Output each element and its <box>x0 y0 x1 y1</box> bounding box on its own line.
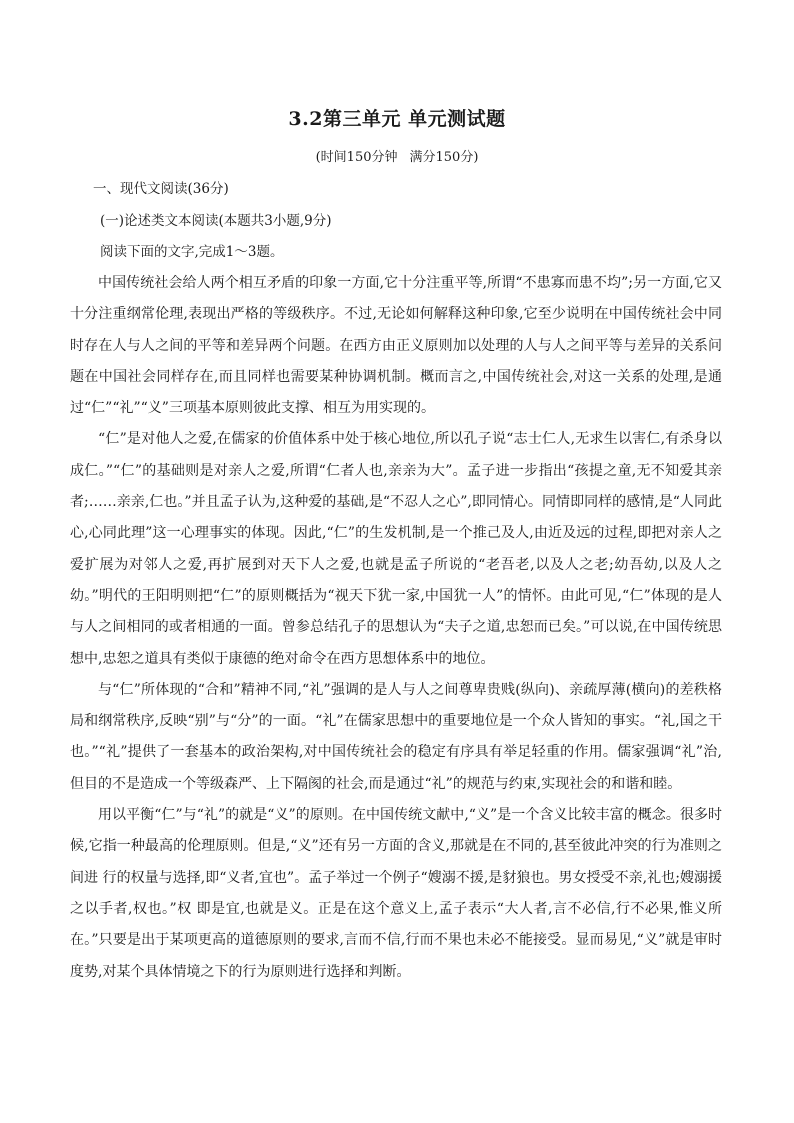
subsection-heading: (一)论述类文本阅读(本题共3小题,9分) <box>100 213 332 229</box>
reading-instruction: 阅读下面的文字,完成1～3题。 <box>100 244 284 260</box>
section-heading: 一、现代文阅读(36分) <box>93 181 229 197</box>
passage-paragraph: “仁”是对他人之爱,在儒家的价值体系中处于核心地位,所以孔子说“志士仁人,无求生以害仁,有杀身以成仁。”“仁”的基础则是对亲人之爱,所谓“仁者人也,亲亲为大”。孟子进一步指出“孩提之童,无不知爱其亲者;……亲亲,仁也。”并且孟子认为,这种爱的基础,是“不忍人之心”,即同情心。同情即同样的感情,是“人同此心,心同此理”这一心理事实的体现。因此,“仁”的生发机制,是一个推己及人,由近及远的过程,即把对亲人之爱扩展为对邻人之爱,再扩展到对天下人之爱,也就是孟子所说的“老吾老,以及人之老;幼吾幼,以及人之幼。”明代的王阳明则把“仁”的原则概括为“视天下犹一家,中国犹一人”的情怀。由此可见,“仁”体现的是人与人之间相同的或者相通的一面。曾参总结孔子的思想认为“夫子之道,忠恕而已矣。”可以说,在中国传统思想中,忠恕之道具有类似于康德的绝对命令在西方思想体系中的地位。 <box>70 431 722 667</box>
score-info: 满分150分) <box>409 150 479 165</box>
passage-paragraph: 与“仁”所体现的“合和”精神不同,“礼”强调的是人与人之间尊卑贵贱(纵向)、亲疏厚薄(横向)的差秩格局和纲常秩序,反映“别”与“分”的一面。“礼”在儒家思想中的重要地位是一个众人皆知的事实。“礼,国之干也。”“礼”提供了一套基本的政治架构,对中国传统社会的稳定有序具有举足轻重的作用。儒家强调“礼”治,但目的不是造成一个等级森严、上下隔阂的社会,而是通过“礼”的规范与约束,实现社会的和谐和睦。 <box>70 681 722 792</box>
exam-info <box>0 146 794 165</box>
time-info: (时间150分钟 <box>315 150 398 165</box>
passage-paragraph: 用以平衡“仁”与“礼”的就是“义”的原则。在中国传统文献中,“义”是一个含义比较丰富的概念。很多时候,它指一种最高的伦理原则。但是,“义”还有另一方面的含义,那就是在不同的,甚至彼此冲突的行为准则之间进 行的权量与选择,即“义者,宜也”。孟子举过一个例子“嫂溺不援,是豺狼也。男女授受不亲,礼也;嫂溺援之以手者,权也。”权 即是宜,也就是义。正是在这个意义上,孟子表示“大人者,言不必信,行不必果,惟义所在。”只要是出于某项更高的道德原则的要求,言而不信,行而不果也未必不能接受。显而易见,“义”就是审时度势,对某个具体情境之下的行为原则进行选择和判断。 <box>70 807 722 980</box>
passage-body <box>70 268 722 988</box>
document-title: 3.2第三单元 单元测试题 <box>288 108 506 130</box>
passage-paragraph: 中国传统社会给人两个相互矛盾的印象一方面,它十分注重平等,所谓“不患寡而患不均”;另一方面,它又十分注重纲常伦理,表现出严格的等级秩序。不过,无论如何解释这种印象,它至少说明在中国传统社会中同时存在人与人之间的平等和差异两个问题。在西方由正义原则加以处理的人与人之间平等与差异的关系问题在中国社会同样存在,而且同样也需要某种协调机制。概而言之,中国传统社会,对这一关系的处理,是通过“仁”“礼”“义”三项基本原则彼此支撑、相互为用实现的。 <box>70 275 722 417</box>
